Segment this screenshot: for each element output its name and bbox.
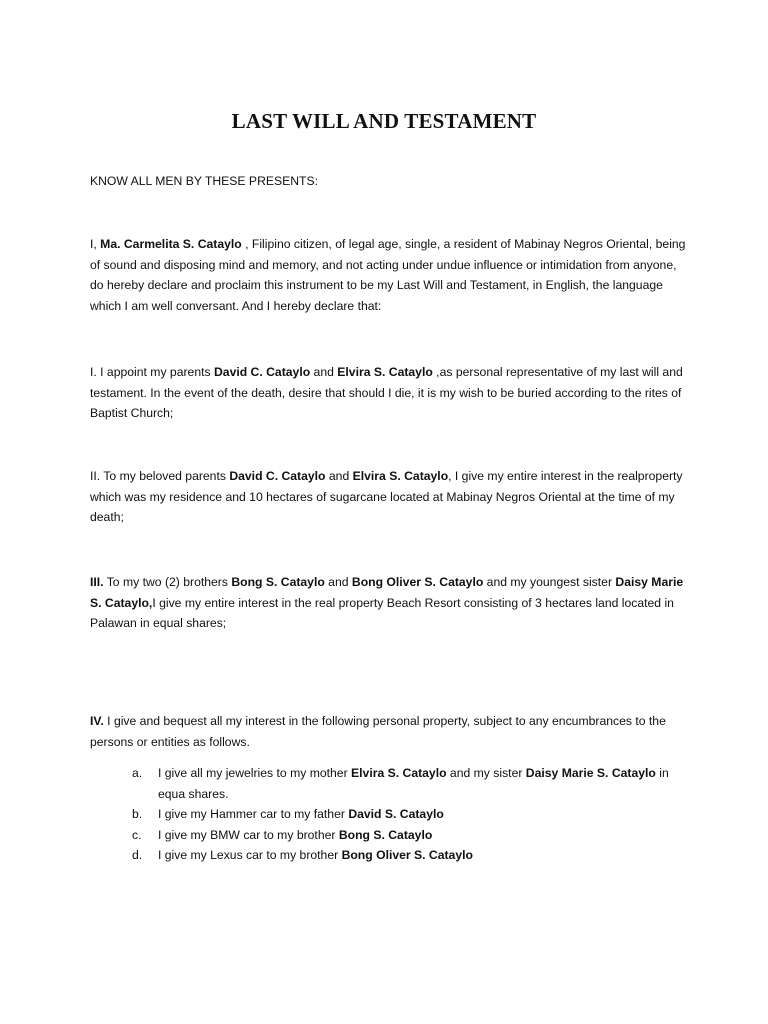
article-3-brother-2-name: Bong Oliver S. Cataylo [351, 575, 484, 589]
article-3-text-2: and [324, 575, 352, 589]
list-marker: b. [132, 807, 143, 822]
item-text: and my sister [446, 766, 526, 780]
item-recipient-name: Bong Oliver S. Cataylo [341, 848, 473, 863]
article-2-father-name: David C. Cataylo [229, 469, 326, 483]
testator-name: Ma. Carmelita S. Cataylo [100, 237, 242, 251]
article-3-paragraph [90, 572, 686, 634]
intro-text-2: , Filipino citizen, of legal age, single, a resident of Mabinay Negros Oriental, being of sound and disposing mind and memory, and not acting under undue influence or intimidation from anyone, do hereby declare and proclaim this instrument to be my Last Will and Testament, in English, the language which I am well conversant. And I hereby declare that: [90, 237, 686, 313]
item-text: in equa shares. [158, 766, 669, 801]
item-recipient-name: Bong S. Cataylo [338, 827, 433, 842]
item-recipient-name: Daisy Marie S. Cataylo [525, 766, 656, 780]
article-2-mother-name: Elvira S. Cataylo [352, 469, 449, 483]
article-3-text-1: To my two (2) brothers [103, 575, 232, 589]
article-4-paragraph [90, 711, 686, 752]
item-text: I give my BMW car to my brother [158, 827, 339, 842]
article-3-sister-name: Daisy Marie S. Cataylo, [90, 575, 684, 610]
article-1-text-2: and [310, 365, 338, 379]
article-4-text: I give and bequest all my interest in the following personal property, subject to any encumbrances to the persons or entities as follows. [90, 714, 666, 749]
list-item [132, 825, 686, 846]
bequest-list [132, 763, 686, 866]
article-3-text-4: I give my entire interest in the real property Beach Resort consisting of 3 hectares land located in Palawan in equal shares; [90, 595, 674, 631]
item-recipient-name: David S. Cataylo [348, 807, 444, 822]
item-text: I give all my jewelries to my mother [158, 766, 352, 780]
item-recipient-name: Elvira S. Cataylo [351, 766, 447, 780]
article-3-brother-1-name: Bong S. Cataylo [231, 575, 325, 589]
item-text: I give my Lexus car to my brother [158, 848, 342, 863]
article-2-text-1: II. To my beloved parents [90, 469, 230, 483]
article-3-numeral: III. [90, 575, 104, 589]
article-1-text-1: I. I appoint my parents [90, 365, 214, 379]
article-4-numeral: IV. [90, 714, 104, 728]
list-item [132, 845, 686, 866]
list-item [132, 763, 686, 804]
intro-text-1: I, [90, 237, 101, 251]
list-marker: a. [132, 766, 143, 780]
salutation-paragraph: KNOW ALL MEN BY THESE PRESENTS: [90, 174, 319, 188]
article-1-text-3: ,as personal representative of my last will and testament. In the event of the death, desire that should I die, it is my wish to be buried according to the rites of Baptist Church; [90, 365, 683, 421]
article-1-paragraph [90, 362, 686, 424]
article-3-text-3: and my youngest sister [483, 575, 616, 589]
article-1-father-name: David C. Cataylo [213, 365, 311, 379]
article-2-text-2: and [325, 469, 353, 483]
document-title: LAST WILL AND TESTAMENT [231, 109, 537, 134]
list-item [132, 804, 686, 825]
article-2-text-3: , I give my entire interest in the realproperty which was my residence and 10 hectares of sugarcane located at Mabinay Negros Oriental at the time of my death; [90, 469, 683, 525]
intro-paragraph [90, 234, 686, 316]
article-2-paragraph [90, 466, 686, 528]
article-1-mother-name: Elvira S. Cataylo [337, 365, 433, 379]
item-text: I give my Hammer car to my father [158, 807, 349, 822]
list-marker: d. [132, 848, 143, 863]
list-marker: c. [132, 827, 142, 842]
